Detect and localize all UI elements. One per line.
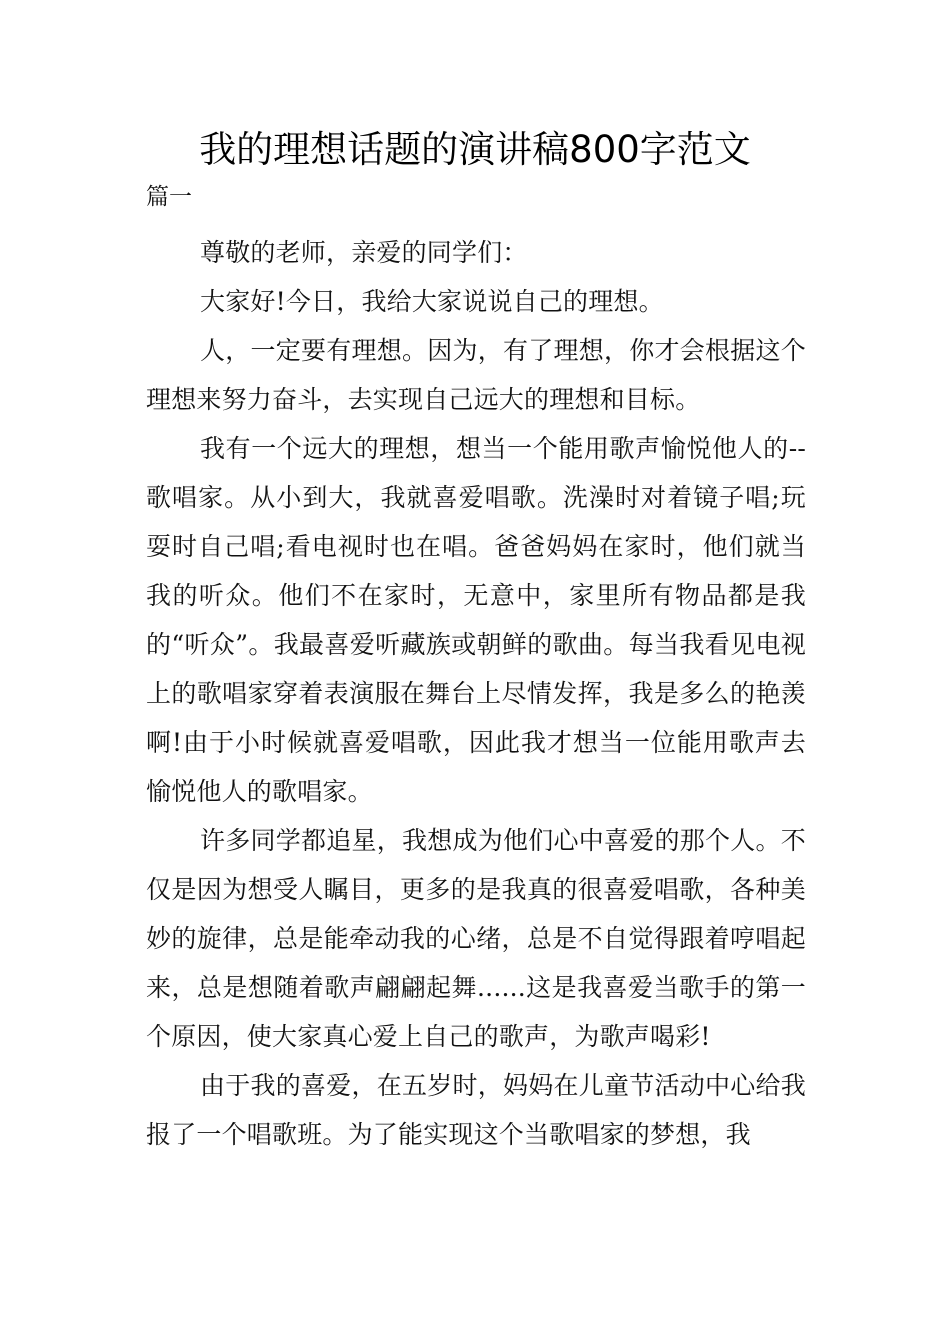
paragraph-singer-dream: 我有一个远大的理想，想当一个能用歌声愉悦他人的--歌唱家。从小到大，我就喜爱唱歌。洗澡时对着镜子唱;玩耍时自己唱;看电视时也在唱。爸爸妈妈在家时，他们就当我的听众。他们不在家时，无意中，家里所有物品都是我的“听众”。我最喜爱听藏族或朝鲜的歌曲。每当我看见电视上的歌唱家穿着表演服在舞台上尽情发挥，我是多么的艳羡啊!由于小时候就喜爱唱歌，因此我才想当一位能用歌声去愉悦他人的歌唱家。 <box>146 434 806 806</box>
paragraph-greeting: 尊敬的老师，亲爱的同学们： <box>200 238 528 267</box>
document-title: 我的理想话题的演讲稿800字范文 <box>199 128 751 171</box>
section-label: 篇一 <box>146 184 192 210</box>
paragraph-classmates: 许多同学都追星，我想成为他们心中喜爱的那个人。不仅是因为想受人瞩目，更多的是我真的很喜爱唱歌，各种美妙的旋律，总是能牵动我的心绪，总是不自觉得跟着哼唱起来，总是想随着歌声翩翩起舞......这是我喜爱当歌手的第一个原因，使大家真心爱上自己的歌声，为歌声喝彩! <box>146 826 806 1051</box>
document-body <box>146 228 806 1159</box>
paragraph-ideal: 人，一定要有理想。因为，有了理想，你才会根据这个理想来努力奋斗，去实现自己远大的理想和目标。 <box>146 336 806 414</box>
paragraph-intro: 大家好!今日，我给大家说说自己的理想。 <box>200 287 664 316</box>
paragraph-singing-class: 由于我的喜爱，在五岁时，妈妈在儿童节活动中心给我报了一个唱歌班。为了能实现这个当歌唱家的梦想，我 <box>146 1071 806 1149</box>
